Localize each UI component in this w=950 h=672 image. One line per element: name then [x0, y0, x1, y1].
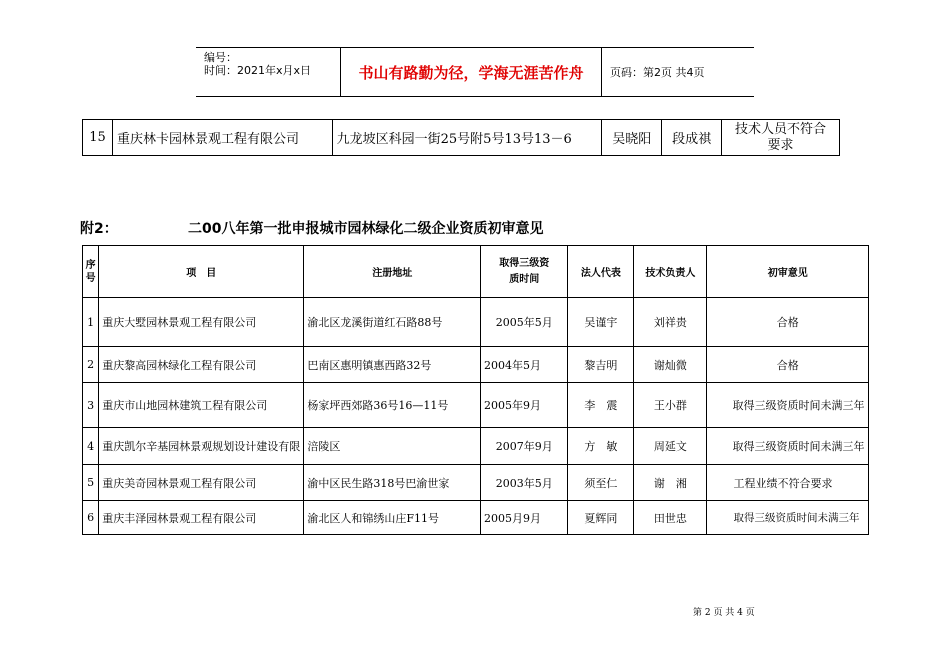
cell-name: 重庆黎高园林绿化工程有限公司 [99, 347, 304, 383]
review-table [82, 245, 869, 535]
header-motto-cell [340, 48, 602, 96]
cell-name: 重庆美奇园林景观工程有限公司 [99, 465, 304, 501]
table-row [83, 383, 869, 428]
cell-opinion: 合格 [707, 347, 869, 383]
annex-title: 二00八年第一批申报城市园林绿化二级企业资质初审意见 [188, 221, 544, 237]
cell-name: 重庆大墅园林景观工程有限公司 [99, 298, 304, 347]
header-number: 编号： [204, 51, 237, 64]
cell-time: 2007年9月 [481, 428, 568, 465]
cell-time: 2004年5月 [481, 347, 568, 383]
row-name: 重庆林卡园林景观工程有限公司 [112, 120, 332, 156]
cell-legal: 吴谨宇 [568, 298, 634, 347]
cell-address: 杨家坪西郊路36号16—11号 [304, 383, 481, 428]
table-row [83, 428, 869, 465]
table-header-row [83, 246, 869, 298]
cell-opinion: 合格 [707, 298, 869, 347]
cell-no: 2 [83, 347, 99, 383]
header-motto: 书山有路勤为径，学海无涯苦作舟 [358, 63, 584, 82]
row-tech: 段成祺 [662, 120, 722, 156]
cell-address: 涪陵区 [304, 428, 481, 465]
annex-label: 附2： [80, 221, 118, 237]
cell-legal: 须至仁 [568, 465, 634, 501]
cell-address: 巴南区惠明镇惠西路32号 [304, 347, 481, 383]
row-opinion: 技术人员不符合要求 [722, 120, 840, 156]
header-time: 时间：2021年x月x日 [204, 64, 312, 77]
cell-tech: 周延文 [634, 428, 707, 465]
cell-legal: 方 敏 [568, 428, 634, 465]
cell-tech: 王小群 [634, 383, 707, 428]
cell-tech: 刘祥贵 [634, 298, 707, 347]
row-legal: 吴晓阳 [602, 120, 662, 156]
table-row [83, 501, 869, 535]
cell-legal: 李 震 [568, 383, 634, 428]
cell-name: 重庆丰泽园林景观工程有限公司 [99, 501, 304, 535]
cell-no: 3 [83, 383, 99, 428]
row-no: 15 [83, 120, 113, 156]
cell-tech: 田世忠 [634, 501, 707, 535]
cell-tech: 谢灿微 [634, 347, 707, 383]
cell-address: 渝中区民生路318号巴渝世家 [304, 465, 481, 501]
header-meta [196, 48, 340, 96]
header-name: 项 目 [99, 246, 304, 298]
table-row [83, 120, 840, 156]
cell-opinion: 工程业绩不符合要求 [707, 465, 869, 501]
header-page: 页码：第2页 共4页 [610, 66, 705, 79]
cell-tech: 谢 湘 [634, 465, 707, 501]
page-header [196, 47, 754, 97]
header-legal: 法人代表 [568, 246, 634, 298]
table-row [83, 298, 869, 347]
table-row [83, 465, 869, 501]
table-row [83, 347, 869, 383]
cell-legal: 夏辉同 [568, 501, 634, 535]
header-no: 序号 [83, 246, 99, 298]
cell-legal: 黎吉明 [568, 347, 634, 383]
header-address: 注册地址 [304, 246, 481, 298]
cell-time: 2005年9月 [481, 383, 568, 428]
header-time: 取得三级资质时间 [481, 246, 568, 298]
row-address: 九龙坡区科园一街25号附5号13号13－6 [332, 120, 602, 156]
header-opinion: 初审意见 [707, 246, 869, 298]
cell-opinion: 取得三级资质时间未满三年 [707, 383, 869, 428]
cell-no: 4 [83, 428, 99, 465]
cell-no: 6 [83, 501, 99, 535]
cell-time: 2003年5月 [481, 465, 568, 501]
cell-name: 重庆凯尔辛基园林景观规划设计建设有限 [99, 428, 304, 465]
continued-table [82, 119, 840, 156]
cell-opinion: 取得三级资质时间未满三年 [707, 428, 869, 465]
cell-opinion: 取得三级资质时间未满三年 [707, 501, 869, 535]
cell-address: 渝北区人和锦绣山庄F11号 [304, 501, 481, 535]
page-footer: 第 2 页 共 4 页 [693, 608, 755, 618]
cell-no: 5 [83, 465, 99, 501]
header-tech: 技术负责人 [634, 246, 707, 298]
cell-time: 2005年5月 [481, 298, 568, 347]
cell-address: 渝北区龙溪街道红石路88号 [304, 298, 481, 347]
cell-no: 1 [83, 298, 99, 347]
cell-name: 重庆市山地园林建筑工程有限公司 [99, 383, 304, 428]
cell-time: 2005月9月 [481, 501, 568, 535]
